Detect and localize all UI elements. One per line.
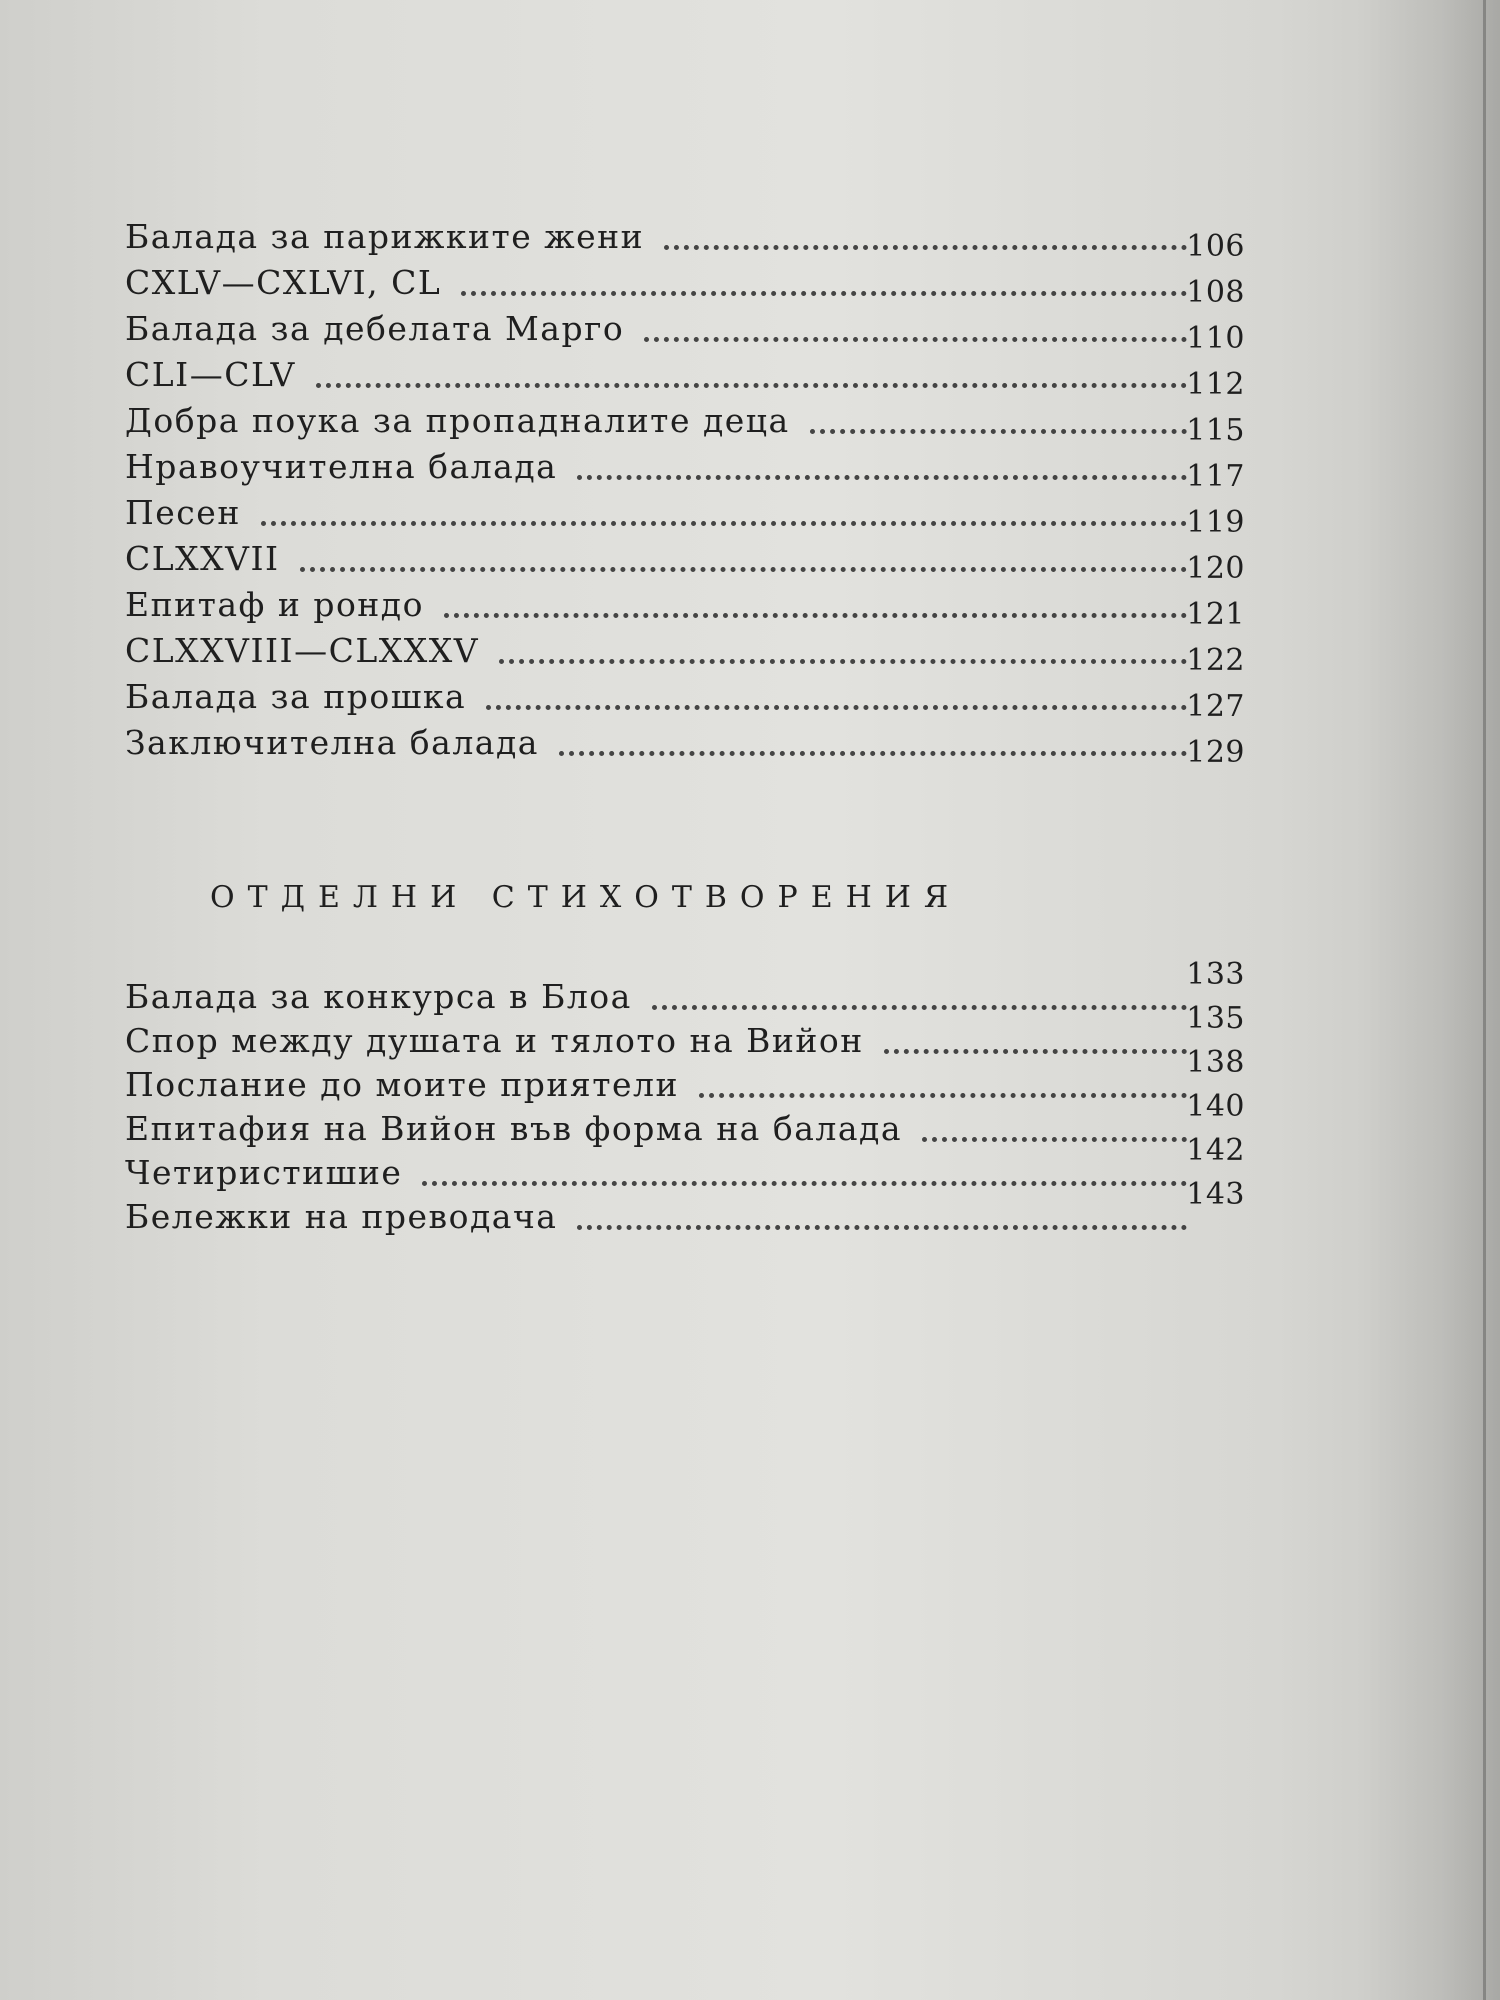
toc-entry-title: Спор между душата и тялото на Вийон xyxy=(125,1021,864,1060)
toc-entry-page: 140 xyxy=(1186,1089,1245,1124)
toc-entry-title: Епитаф и рондо xyxy=(125,585,424,624)
toc-entry xyxy=(125,302,1245,356)
toc-entry-title: Добра поука за пропадналите деца xyxy=(125,401,790,440)
toc-leader-dots xyxy=(300,567,1187,572)
toc-leader-dots xyxy=(499,659,1187,664)
toc-entry xyxy=(125,1177,1245,1236)
toc-entry-page: 115 xyxy=(1186,413,1245,448)
toc-leader-dots xyxy=(559,751,1187,756)
toc-entry-title: CXLV—CXLVI, CL xyxy=(125,263,442,302)
toc-entry-page: 110 xyxy=(1186,321,1245,356)
toc-entry xyxy=(125,440,1245,494)
toc-leader-dots xyxy=(884,1049,1187,1054)
toc-entry xyxy=(125,1001,1245,1060)
toc-list-main xyxy=(125,210,1245,770)
toc-entry xyxy=(125,1045,1245,1104)
toc-entry-page: 122 xyxy=(1186,643,1245,678)
toc-entry xyxy=(125,578,1245,632)
toc-entry-page: 121 xyxy=(1186,597,1245,632)
toc-entry-title: Песен xyxy=(125,493,241,532)
toc-leader-dots xyxy=(577,1225,1187,1230)
toc-entry-page: 119 xyxy=(1186,505,1245,540)
toc-entry-title: CLXXVII xyxy=(125,539,280,578)
toc-entry xyxy=(125,957,1245,1016)
toc-entry xyxy=(125,716,1245,770)
toc-entry-title: Балада за конкурса в Блоа xyxy=(125,977,632,1016)
section-heading: ОТДЕЛНИ СТИХОТВОРЕНИЯ xyxy=(210,880,962,915)
toc-entry-title: CLI—CLV xyxy=(125,355,296,394)
toc-entry xyxy=(125,210,1245,264)
toc-entry xyxy=(125,532,1245,586)
toc-entry-title: Балада за парижките жени xyxy=(125,217,645,256)
toc-leader-dots xyxy=(461,291,1187,296)
toc-entry-page: 142 xyxy=(1186,1133,1245,1168)
toc-entry xyxy=(125,348,1245,402)
toc-entry-title: Четиристишие xyxy=(125,1153,403,1192)
toc-entry-page: 138 xyxy=(1186,1045,1245,1080)
toc-entry-page: 133 xyxy=(1186,957,1245,992)
toc-entry xyxy=(125,1133,1245,1192)
toc-leader-dots xyxy=(644,337,1187,342)
toc-entry-page: 127 xyxy=(1186,689,1245,724)
toc-entry-page: 106 xyxy=(1186,229,1245,264)
toc-leader-dots xyxy=(486,705,1187,710)
toc-entry-title: Балада за прошка xyxy=(125,677,467,716)
page-right-shadow xyxy=(1360,0,1500,2000)
toc-entry xyxy=(125,1089,1245,1148)
toc-leader-dots xyxy=(699,1093,1187,1098)
toc-entry-title: Заключителна балада xyxy=(125,723,539,762)
toc-leader-dots xyxy=(922,1137,1187,1142)
toc-entry-title: Бележки на преводача xyxy=(125,1197,558,1236)
toc-list-poems xyxy=(125,957,1245,1236)
toc-entry-page: 112 xyxy=(1186,367,1245,402)
toc-leader-dots xyxy=(577,475,1187,480)
toc-leader-dots xyxy=(810,429,1187,434)
toc-entry xyxy=(125,670,1245,724)
toc-entry xyxy=(125,256,1245,310)
toc-leader-dots xyxy=(261,521,1187,526)
toc-entry-title: CLXXVIII—CLXXXV xyxy=(125,631,480,670)
toc-entry-page: 129 xyxy=(1186,735,1245,770)
toc-entry-title: Епитафия на Вийон във форма на балада xyxy=(125,1109,903,1148)
toc-leader-dots xyxy=(664,245,1187,250)
toc-leader-dots xyxy=(422,1181,1187,1186)
toc-entry-page: 120 xyxy=(1186,551,1245,586)
toc-entry-title: Нравоучителна балада xyxy=(125,447,558,486)
toc-leader-dots xyxy=(444,613,1187,618)
toc-entry-title: Балада за дебелата Марго xyxy=(125,309,625,348)
toc-entry-page: 143 xyxy=(1186,1177,1245,1212)
toc-entry-title: Послание до моите приятели xyxy=(125,1065,679,1104)
toc-entry xyxy=(125,394,1245,448)
toc-entry-page: 108 xyxy=(1186,275,1245,310)
toc-entry xyxy=(125,486,1245,540)
toc-entry-page: 135 xyxy=(1186,1001,1245,1036)
toc-entry-page: 117 xyxy=(1186,459,1245,494)
page-edge xyxy=(1483,0,1486,2000)
toc-leader-dots xyxy=(316,383,1187,388)
toc-entry xyxy=(125,624,1245,678)
toc-leader-dots xyxy=(652,1005,1187,1010)
